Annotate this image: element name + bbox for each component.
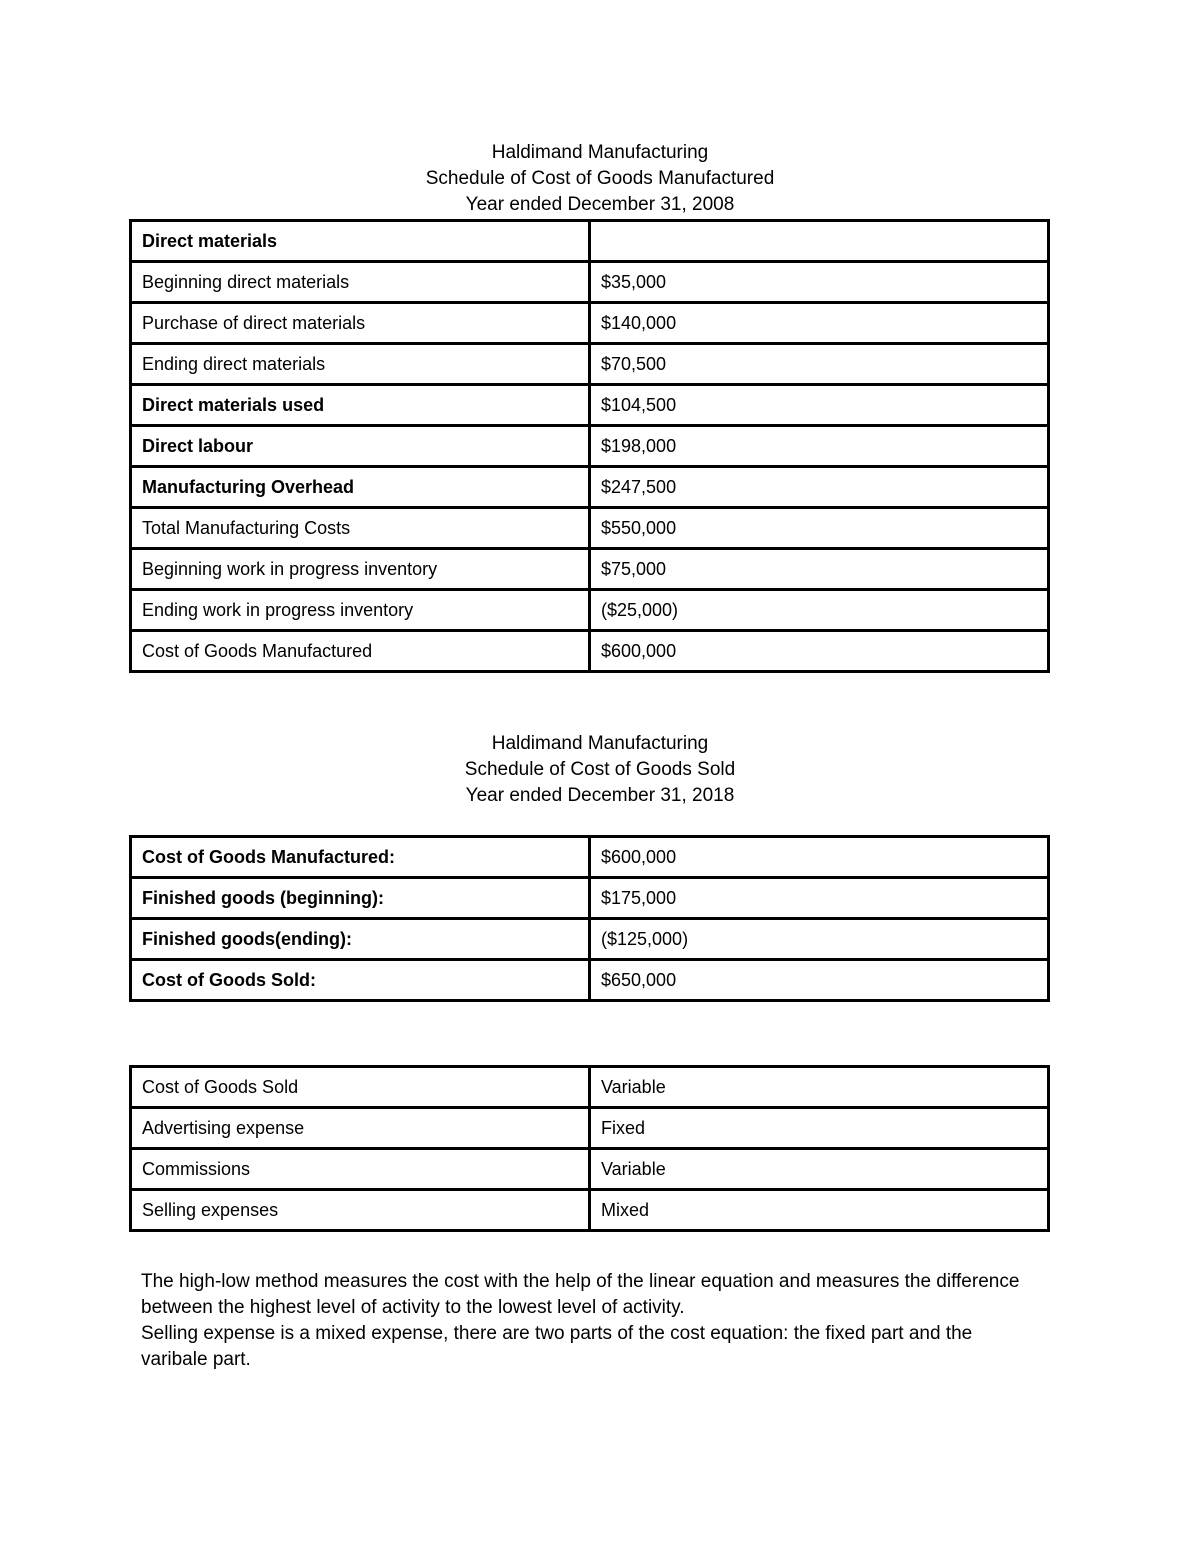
cogs-heading — [0, 731, 1200, 809]
row-label: Manufacturing Overhead — [131, 467, 590, 508]
table-row — [131, 1149, 1049, 1190]
notes-line: Selling expense is a mixed expense, there are two parts of the cost equation: the fixed part and the — [141, 1323, 973, 1344]
cogs-period: Year ended December 31, 2018 — [465, 785, 735, 806]
cogm-company-name: Haldimand Manufacturing — [491, 142, 709, 163]
table-row — [131, 467, 1049, 508]
cogs-table — [129, 835, 1050, 1002]
notes-line: The high-low method measures the cost with the help of the linear equation and measures the difference — [141, 1271, 1020, 1292]
row-value: Variable — [590, 1149, 1049, 1190]
row-label: Direct materials used — [131, 385, 590, 426]
row-label: Cost of Goods Manufactured: — [131, 837, 590, 878]
row-value: $600,000 — [590, 837, 1049, 878]
table-row — [131, 919, 1049, 960]
cogs-company-name: Haldimand Manufacturing — [491, 733, 709, 754]
row-label: Cost of Goods Manufactured — [131, 631, 590, 672]
table-row — [131, 960, 1049, 1001]
row-label: Beginning direct materials — [131, 262, 590, 303]
row-value: $198,000 — [590, 426, 1049, 467]
row-value: $247,500 — [590, 467, 1049, 508]
table-row — [131, 590, 1049, 631]
row-value: Variable — [590, 1067, 1049, 1108]
row-label: Ending direct materials — [131, 344, 590, 385]
table-row — [131, 385, 1049, 426]
row-value: $70,500 — [590, 344, 1049, 385]
row-value: ($25,000) — [590, 590, 1049, 631]
table-row — [131, 221, 1049, 262]
row-label: Selling expenses — [131, 1190, 590, 1231]
table-row — [131, 837, 1049, 878]
cogs-schedule-title: Schedule of Cost of Goods Sold — [464, 759, 736, 780]
row-label: Beginning work in progress inventory — [131, 549, 590, 590]
table-row — [131, 344, 1049, 385]
row-label: Commissions — [131, 1149, 590, 1190]
table-row — [131, 426, 1049, 467]
row-label: Total Manufacturing Costs — [131, 508, 590, 549]
row-value: ($125,000) — [590, 919, 1049, 960]
row-value: $104,500 — [590, 385, 1049, 426]
row-value — [590, 221, 1049, 262]
cogm-period: Year ended December 31, 2008 — [465, 194, 735, 215]
row-value: Mixed — [590, 1190, 1049, 1231]
row-value: $600,000 — [590, 631, 1049, 672]
row-label: Advertising expense — [131, 1108, 590, 1149]
row-label: Direct materials — [131, 221, 590, 262]
row-value: $35,000 — [590, 262, 1049, 303]
table-row — [131, 262, 1049, 303]
table-row — [131, 303, 1049, 344]
row-label: Ending work in progress inventory — [131, 590, 590, 631]
row-label: Finished goods (beginning): — [131, 878, 590, 919]
cost-behavior-table — [129, 1065, 1050, 1232]
row-value: $175,000 — [590, 878, 1049, 919]
row-label: Direct labour — [131, 426, 590, 467]
cogm-heading — [0, 140, 1200, 218]
row-value: $650,000 — [590, 960, 1049, 1001]
row-label: Purchase of direct materials — [131, 303, 590, 344]
cogm-schedule-title: Schedule of Cost of Goods Manufactured — [425, 168, 775, 189]
explanation-notes — [141, 1269, 1061, 1373]
table-row — [131, 508, 1049, 549]
table-row — [131, 878, 1049, 919]
row-value: $140,000 — [590, 303, 1049, 344]
table-row — [131, 1108, 1049, 1149]
cogm-table — [129, 219, 1050, 673]
row-value: Fixed — [590, 1108, 1049, 1149]
table-row — [131, 631, 1049, 672]
table-row — [131, 1067, 1049, 1108]
table-row — [131, 549, 1049, 590]
row-label: Cost of Goods Sold: — [131, 960, 590, 1001]
notes-line: varibale part. — [141, 1349, 251, 1370]
table-row — [131, 1190, 1049, 1231]
notes-line: between the highest level of activity to the lowest level of activity. — [141, 1297, 685, 1318]
row-value: $550,000 — [590, 508, 1049, 549]
row-value: $75,000 — [590, 549, 1049, 590]
row-label: Cost of Goods Sold — [131, 1067, 590, 1108]
row-label: Finished goods(ending): — [131, 919, 590, 960]
